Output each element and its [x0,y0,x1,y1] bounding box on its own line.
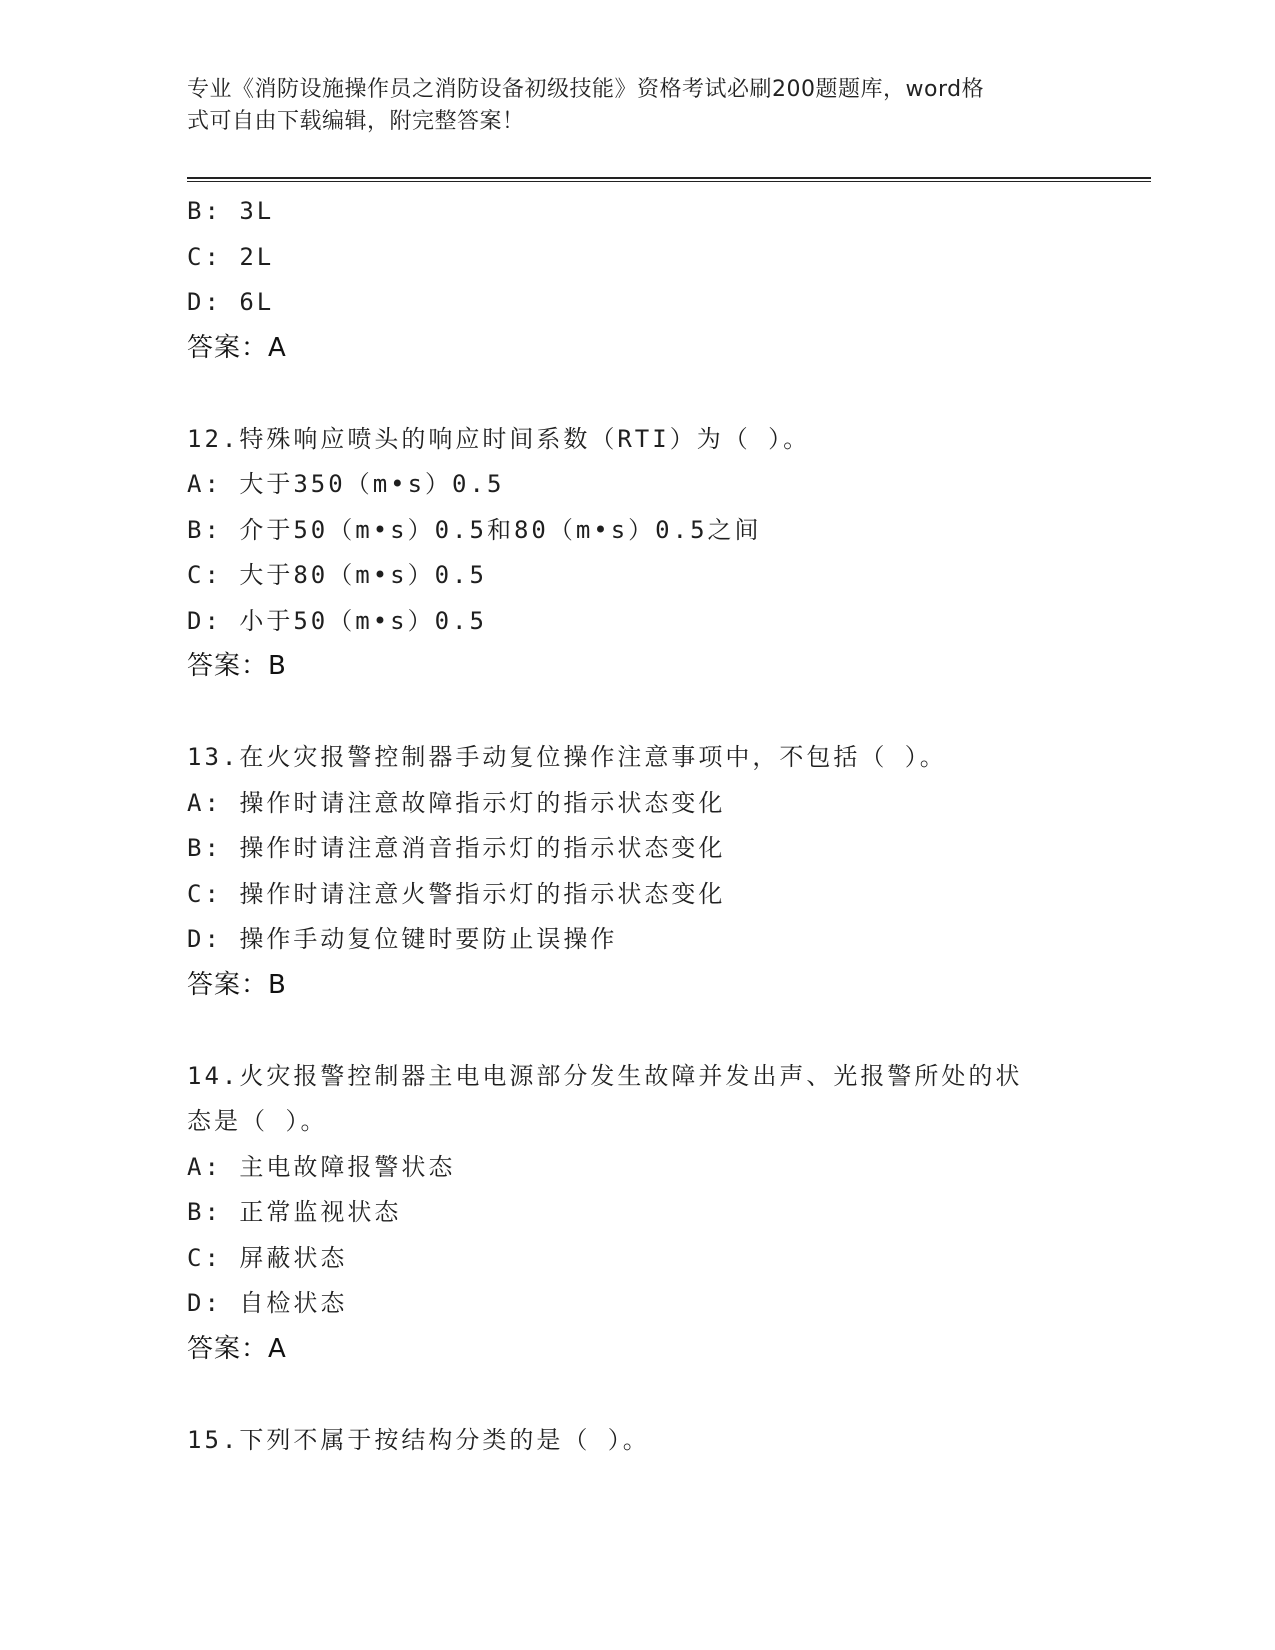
header-divider-thin [187,181,1151,182]
option-d: D: 小于50（m•s）0.5 [187,606,487,635]
header-divider-thick [187,177,1151,179]
answer-line: 答案：A [187,332,287,363]
question-text-line-2: 态是（ ）。 [187,1107,328,1135]
option-d: D: 6L [187,288,275,316]
option-a: A: 操作时请注意故障指示灯的指示状态变化 [187,788,726,817]
question-text: 13.在火灾报警控制器手动复位操作注意事项中，不包括（ ）。 [187,743,947,771]
option-d: D: 操作手动复位键时要防止误操作 [187,925,618,953]
option-d: D: 自检状态 [187,1289,348,1317]
question-block-12 [187,417,1087,690]
option-c: C: 2L [187,242,275,271]
question-text: 12.特殊响应喷头的响应时间系数（RTI）为（ ）。 [187,424,811,453]
question-block-13 [187,735,1087,1008]
document-header [187,74,1067,138]
question-block-11 [187,189,1087,371]
spacer [187,1372,1087,1418]
option-a: A: 大于350（m•s）0.5 [187,470,505,498]
spacer [187,690,1087,736]
option-b: B: 操作时请注意消音指示灯的指示状态变化 [187,834,726,862]
answer-line: 答案：A [187,1333,287,1364]
option-b: B: 介于50（m•s）0.5和80（m•s）0.5之间 [187,515,762,544]
question-text-line-1: 14.火灾报警控制器主电电源部分发生故障并发出声、光报警所处的状 [187,1061,1023,1090]
question-block-15 [187,1418,1087,1464]
spacer [187,1008,1087,1054]
answer-line: 答案：B [187,651,287,681]
option-c: C: 大于80（m•s）0.5 [187,561,487,589]
option-c: C: 屏蔽状态 [187,1243,348,1272]
spacer [187,371,1087,417]
option-a: A: 主电故障报警状态 [187,1152,456,1181]
option-b: B: 正常监视状态 [187,1198,402,1226]
header-line-2: 式可自由下载编辑，附完整答案！ [187,109,525,134]
option-c: C: 操作时请注意火警指示灯的指示状态变化 [187,879,726,908]
answer-line: 答案：B [187,969,287,1000]
question-list [187,189,1087,1463]
question-text: 15.下列不属于按结构分类的是（ ）。 [187,1425,650,1454]
question-block-14 [187,1054,1087,1373]
option-b: B: 3L [187,197,275,225]
header-line-1: 专业《消防设施操作员之消防设备初级技能》资格考试必刷200题题库，word格 [187,77,985,102]
